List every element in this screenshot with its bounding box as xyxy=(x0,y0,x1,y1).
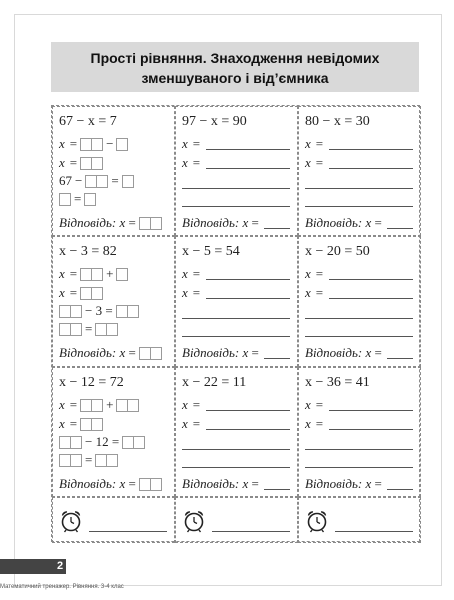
answer-box[interactable] xyxy=(116,305,128,318)
answer-line[interactable] xyxy=(206,429,290,430)
answer-box[interactable] xyxy=(71,323,82,336)
answer-box[interactable] xyxy=(134,436,145,449)
answer-box[interactable] xyxy=(80,399,92,412)
answer-line[interactable] xyxy=(206,168,290,169)
answer-row: Відповідь: x = xyxy=(59,476,162,492)
step-row: x = xyxy=(305,155,324,170)
title-line-1: Прості рівняння. Знаходження невідомих xyxy=(90,50,380,66)
step-row: = xyxy=(59,321,118,337)
answer-line[interactable] xyxy=(264,228,290,229)
title-banner xyxy=(51,42,419,92)
answer-line[interactable] xyxy=(182,318,290,319)
step-row: x = xyxy=(182,397,201,412)
answer-box[interactable] xyxy=(59,323,71,336)
step-row: x = xyxy=(305,266,324,281)
answer-box[interactable] xyxy=(59,436,71,449)
equation: 97 − x = 90 xyxy=(182,114,247,129)
exercise-grid xyxy=(51,105,420,542)
answer-box[interactable] xyxy=(71,454,82,467)
answer-box[interactable] xyxy=(80,268,92,281)
answer-box[interactable] xyxy=(128,399,139,412)
timer-cell-3 xyxy=(298,497,421,543)
title-line-2: зменшуваного і від’ємника xyxy=(141,70,329,86)
step-row: x = xyxy=(305,416,324,431)
answer-row: Відповідь: x = xyxy=(305,476,382,491)
exercise-cell-1 xyxy=(52,106,175,236)
step-row: x = xyxy=(182,266,201,281)
answer-line[interactable] xyxy=(206,149,290,150)
equation: 80 − x = 30 xyxy=(305,114,370,129)
step-row: x = xyxy=(182,285,201,300)
answer-line[interactable] xyxy=(329,149,413,150)
answer-line[interactable] xyxy=(182,188,290,189)
answer-box[interactable] xyxy=(71,436,82,449)
answer-line[interactable] xyxy=(387,358,413,359)
answer-line[interactable] xyxy=(329,410,413,411)
equation: x − 5 = 54 xyxy=(182,244,240,259)
answer-line[interactable] xyxy=(182,336,290,337)
answer-box[interactable] xyxy=(151,478,162,491)
equation: x − 20 = 50 xyxy=(305,244,370,259)
step-row: x = − xyxy=(59,136,128,152)
alarm-clock-icon xyxy=(182,509,206,533)
step-row: 67 − = xyxy=(59,173,134,189)
answer-box[interactable] xyxy=(92,399,103,412)
exercise-cell-7 xyxy=(52,367,175,497)
answer-box[interactable] xyxy=(122,175,134,188)
answer-box[interactable] xyxy=(139,217,151,230)
answer-box[interactable] xyxy=(80,138,92,151)
step-row: x = xyxy=(305,136,324,151)
step-row: x = xyxy=(59,416,103,432)
answer-box[interactable] xyxy=(84,193,96,206)
answer-line[interactable] xyxy=(329,298,413,299)
step-row: = xyxy=(59,191,96,207)
time-line[interactable] xyxy=(89,531,167,532)
page-number: 2 xyxy=(57,560,64,572)
answer-row: Відповідь: x = xyxy=(182,345,259,360)
equation: 67 − x = 7 xyxy=(59,114,117,129)
exercise-cell-6 xyxy=(298,236,421,367)
equation: x − 3 = 82 xyxy=(59,244,117,259)
answer-row: Відповідь: x = xyxy=(305,215,382,230)
answer-line[interactable] xyxy=(329,279,413,280)
step-row: − 3 = xyxy=(59,303,139,319)
answer-box[interactable] xyxy=(116,268,128,281)
answer-box[interactable] xyxy=(107,454,118,467)
answer-box[interactable] xyxy=(122,436,134,449)
step-row: x = xyxy=(182,416,201,431)
step-row: x = xyxy=(59,155,103,171)
answer-line[interactable] xyxy=(305,206,413,207)
answer-box[interactable] xyxy=(116,399,128,412)
answer-box[interactable] xyxy=(139,478,151,491)
step-row: = xyxy=(59,452,118,468)
equation: x − 36 = 41 xyxy=(305,375,370,390)
answer-line[interactable] xyxy=(387,228,413,229)
answer-box[interactable] xyxy=(59,193,71,206)
time-line[interactable] xyxy=(335,531,413,532)
answer-box[interactable] xyxy=(59,305,71,318)
answer-line[interactable] xyxy=(182,467,290,468)
answer-line[interactable] xyxy=(264,489,290,490)
alarm-clock-icon xyxy=(305,509,329,533)
answer-box[interactable] xyxy=(71,305,82,318)
answer-box[interactable] xyxy=(128,305,139,318)
answer-box[interactable] xyxy=(151,347,162,360)
footer-text: Математичний тренажер. Рівняння. 3-4 клас xyxy=(0,584,124,590)
answer-box[interactable] xyxy=(95,454,107,467)
step-row: x = xyxy=(182,155,201,170)
answer-line[interactable] xyxy=(329,429,413,430)
answer-box[interactable] xyxy=(85,175,97,188)
step-row: x = xyxy=(182,136,201,151)
answer-row: Відповідь: x = xyxy=(182,476,259,491)
answer-line[interactable] xyxy=(182,206,290,207)
answer-box[interactable] xyxy=(92,138,103,151)
answer-box[interactable] xyxy=(139,347,151,360)
time-line[interactable] xyxy=(212,531,290,532)
step-row: x = + xyxy=(59,397,139,413)
step-row: x = + xyxy=(59,266,128,282)
answer-box[interactable] xyxy=(59,454,71,467)
answer-box[interactable] xyxy=(80,418,92,431)
answer-line[interactable] xyxy=(305,336,413,337)
answer-line[interactable] xyxy=(305,318,413,319)
answer-box[interactable] xyxy=(95,323,107,336)
answer-box[interactable] xyxy=(80,287,92,300)
answer-line[interactable] xyxy=(329,168,413,169)
answer-line[interactable] xyxy=(387,489,413,490)
timer-cell-1 xyxy=(52,497,175,543)
answer-box[interactable] xyxy=(116,138,128,151)
exercise-cell-3 xyxy=(298,106,421,236)
exercise-cell-5 xyxy=(175,236,298,367)
answer-row: Відповідь: x = xyxy=(182,215,259,230)
answer-line[interactable] xyxy=(305,449,413,450)
answer-box[interactable] xyxy=(80,157,92,170)
exercise-cell-2 xyxy=(175,106,298,236)
step-row: x = xyxy=(59,285,103,301)
answer-box[interactable] xyxy=(107,323,118,336)
equation: x − 12 = 72 xyxy=(59,375,124,390)
answer-row: Відповідь: x = xyxy=(59,215,162,231)
step-row: x = xyxy=(305,397,324,412)
alarm-clock-icon xyxy=(59,509,83,533)
answer-line[interactable] xyxy=(305,467,413,468)
answer-line[interactable] xyxy=(264,358,290,359)
timer-cell-2 xyxy=(175,497,298,543)
answer-line[interactable] xyxy=(182,449,290,450)
answer-line[interactable] xyxy=(305,188,413,189)
step-row: x = xyxy=(305,285,324,300)
answer-box[interactable] xyxy=(97,175,108,188)
answer-row: Відповідь: x = xyxy=(59,345,162,361)
answer-line[interactable] xyxy=(206,279,290,280)
exercise-cell-8 xyxy=(175,367,298,497)
answer-box[interactable] xyxy=(92,268,103,281)
answer-box[interactable] xyxy=(151,217,162,230)
answer-line[interactable] xyxy=(206,410,290,411)
exercise-cell-9 xyxy=(298,367,421,497)
answer-box[interactable] xyxy=(92,157,103,170)
answer-line[interactable] xyxy=(206,298,290,299)
answer-box[interactable] xyxy=(92,418,103,431)
step-row: − 12 = xyxy=(59,434,145,450)
answer-row: Відповідь: x = xyxy=(305,345,382,360)
equation: x − 22 = 11 xyxy=(182,375,247,390)
exercise-cell-4 xyxy=(52,236,175,367)
answer-box[interactable] xyxy=(92,287,103,300)
